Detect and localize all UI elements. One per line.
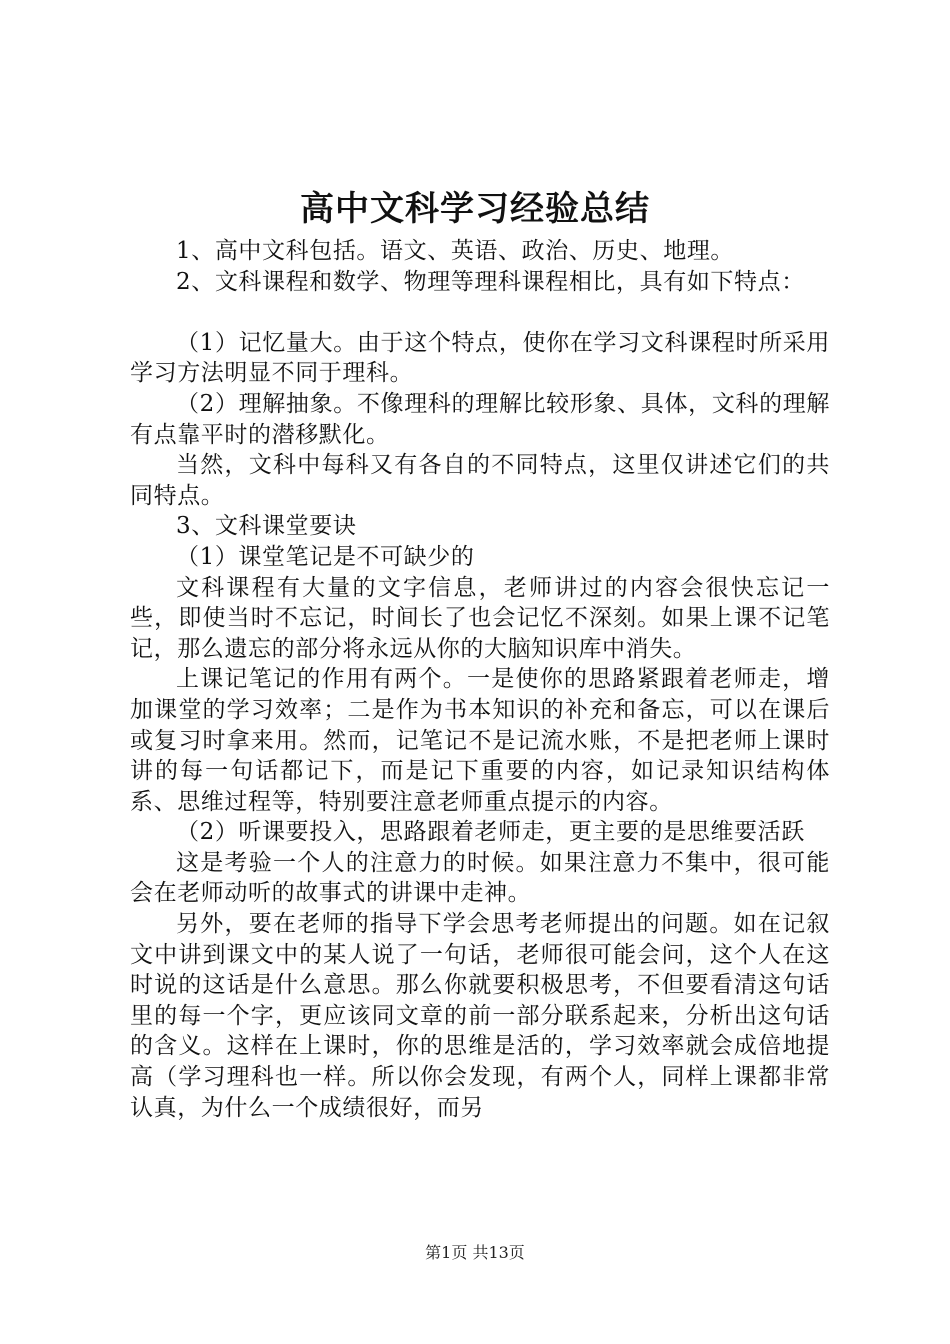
paragraph-6: 3、文科课堂要诀: [176, 513, 357, 540]
paragraph-5: 当然，文科中每科又有各自的不同特点，这里仅讲述它们的共同特点。: [130, 452, 830, 509]
document-title: 高中文科学习经验总结: [300, 189, 650, 229]
page-number-footer: 第1页 共13页: [425, 1243, 525, 1262]
paragraph-10: （2）听课要投入，思路跟着老师走，更主要的是思维要活跃: [176, 819, 805, 846]
paragraph-9: 上课记笔记的作用有两个。一是使你的思路紧跟着老师走，增加课堂的学习效率；二是作为书本知识的补充和备忘，可以在课后或复习时拿来用。然而，记笔记不是记流水账，不是把老师上课时讲的每一句话都记下，而是记下重要的内容，如记录知识结构体系、思维过程等，特别要注意老师重点提示的内容。: [130, 666, 830, 815]
paragraph-4: （2）理解抽象。不像理科的理解比较形象、具体，文科的理解有点靠平时的潜移默化。: [130, 390, 830, 448]
paragraph-2: 2、文科课程和数学、物理等理科课程相比，具有如下特点：: [176, 268, 805, 295]
paragraph-8: 文科课程有大量的文字信息，老师讲过的内容会很快忘记一些，即使当时不忘记，时间长了也会记忆不深刻。如果上课不记笔记，那么遗忘的部分将永远从你的大脑知识库中消失。: [130, 574, 830, 662]
paragraph-1: 1、高中文科包括。语文、英语、政治、历史、地理。: [176, 238, 735, 264]
paragraph-7: （1）课堂笔记是不可缺少的: [176, 543, 475, 570]
document-body: [130, 236, 830, 1123]
paragraph-11: 这是考验一个人的注意力的时候。如果注意力不集中，很可能会在老师动听的故事式的讲课中走神。: [130, 849, 830, 907]
paragraph-3: （1）记忆量大。由于这个特点，使你在学习文科课程时所采用学习方法明显不同于理科。: [130, 329, 830, 387]
paragraph-12: 另外，要在老师的指导下学会思考老师提出的问题。如在记叙文中讲到课文中的某人说了一句话，老师很可能会问，这个人在这时说的这话是什么意思。那么你就要积极思考，不但要看清这句话里的每一个字，更应该同文章的前一部分联系起来，分析出这句话的含义。这样在上课时，你的思维是活的，学习效率就会成倍地提高（学习理科也一样。所以你会发现，有两个人，同样上课都非常认真，为什么一个成绩很好，而另: [130, 911, 830, 1121]
